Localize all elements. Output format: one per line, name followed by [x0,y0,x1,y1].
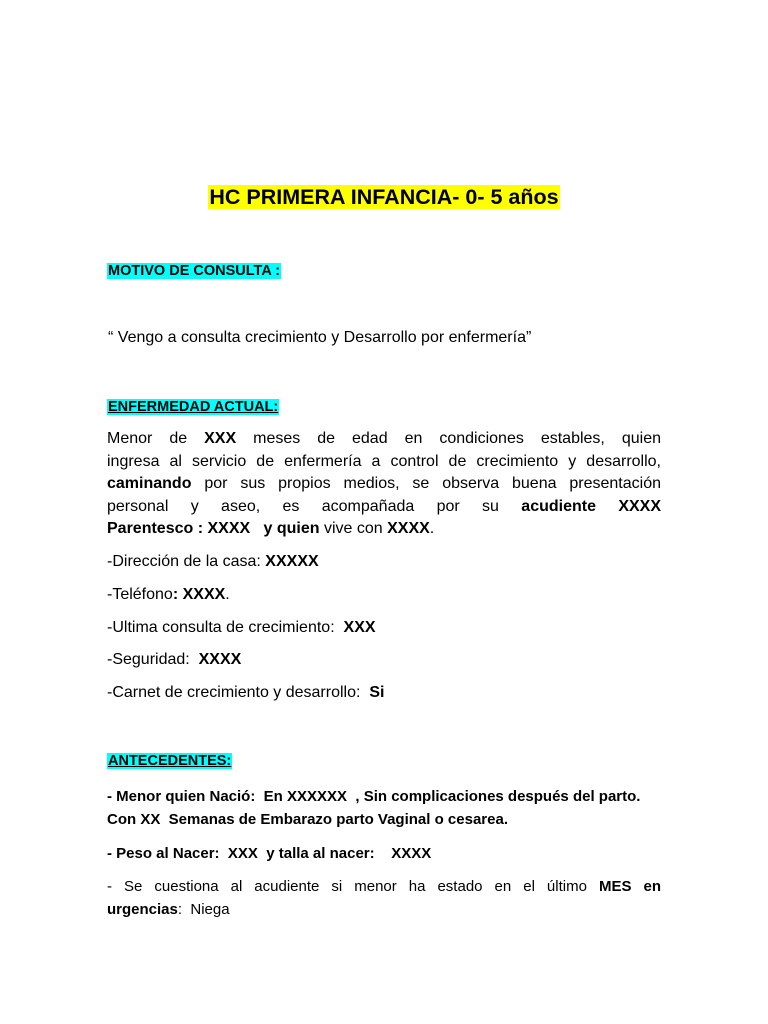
parentesco-text: Parentesco : XXXX y quien [107,520,320,537]
urgencias-paragraph [107,875,661,921]
ultima-consulta-label: -Ultima consulta de crecimiento: [107,619,344,636]
direccion-line [107,552,319,572]
vive-con-value: XXXX [387,520,430,537]
telefono-line [107,585,230,605]
carnet-value: Si [369,684,385,701]
menor-de-text: Menor de [107,430,188,447]
enfermedad-line-1 [107,428,661,451]
ultima-consulta-value: XXX [343,619,376,636]
seguridad-value: XXXX [198,651,242,668]
document-title [0,183,768,211]
mes-en-text: MES en [598,878,661,895]
enfermedad-line-4 [107,496,661,519]
telefono-period: . [225,586,230,603]
enfermedad-paragraph [107,428,661,541]
niega-text: : Niega [177,901,230,918]
nacio-line-2: Con XX Semanas de Embarazo parto Vaginal o cesarea. [107,811,508,828]
nacio-paragraph [107,785,661,831]
antecedentes-heading-text: ANTECEDENTES: [108,753,232,769]
seguridad-label: -Seguridad: [107,651,199,668]
motivo-heading [107,262,281,281]
urgencias-line-1 [107,875,661,898]
telefono-label: -Teléfono [107,586,173,603]
antecedentes-heading [107,752,232,771]
ingresa-text: ingresa al servicio de enfermería a control de crecimiento y desarrollo, [107,452,661,470]
acudiente-label: acudiente [521,497,596,515]
document-title-text: HC PRIMERA INFANCIA- 0- 5 años [209,185,559,209]
urgencias-line-2 [107,898,661,921]
carnet-label: -Carnet de crecimiento y desarrollo: [107,684,370,701]
meses-value: XXX [204,430,237,447]
meses-text: meses de edad en condiciones estables, quien [253,430,662,447]
motivo-quote: “ Vengo a consulta crecimiento y Desarrollo por enfermería” [108,329,532,346]
propios-medios-text: por sus propios medios, se observa buena presentación [204,475,661,492]
urgencias-question: - Se cuestiona al acudiente si menor ha estado en el último [107,878,587,895]
enfermedad-line-5 [107,518,661,541]
acompanada-text: personal y aseo, es acompañada por su [107,497,499,515]
motivo-heading-text: MOTIVO DE CONSULTA : [108,263,281,279]
carnet-line [107,683,384,703]
nacio-line-1: - Menor quien Nació: En XXXXXX , Sin complicaciones después del parto. [107,788,641,805]
acudiente-value: XXXX [618,497,662,515]
ultima-consulta-line [107,618,376,638]
enfermedad-heading [107,398,279,417]
peso-line: - Peso al Nacer: XXX y talla al nacer: XXXX [107,845,432,862]
direccion-value: XXXXX [265,553,319,570]
enfermedad-heading-text: ENFERMEDAD ACTUAL: [108,399,279,415]
enfermedad-line-2 [107,451,661,474]
telefono-value: : XXXX [172,586,226,603]
direccion-label: -Dirección de la casa: [107,553,266,570]
enfermedad-line-3 [107,473,661,496]
line5-period: . [429,520,435,537]
urgencias-word: urgencias [107,901,178,918]
seguridad-line [107,650,241,670]
caminando-text: caminando [107,475,192,492]
vive-con-text: vive con [319,520,388,537]
